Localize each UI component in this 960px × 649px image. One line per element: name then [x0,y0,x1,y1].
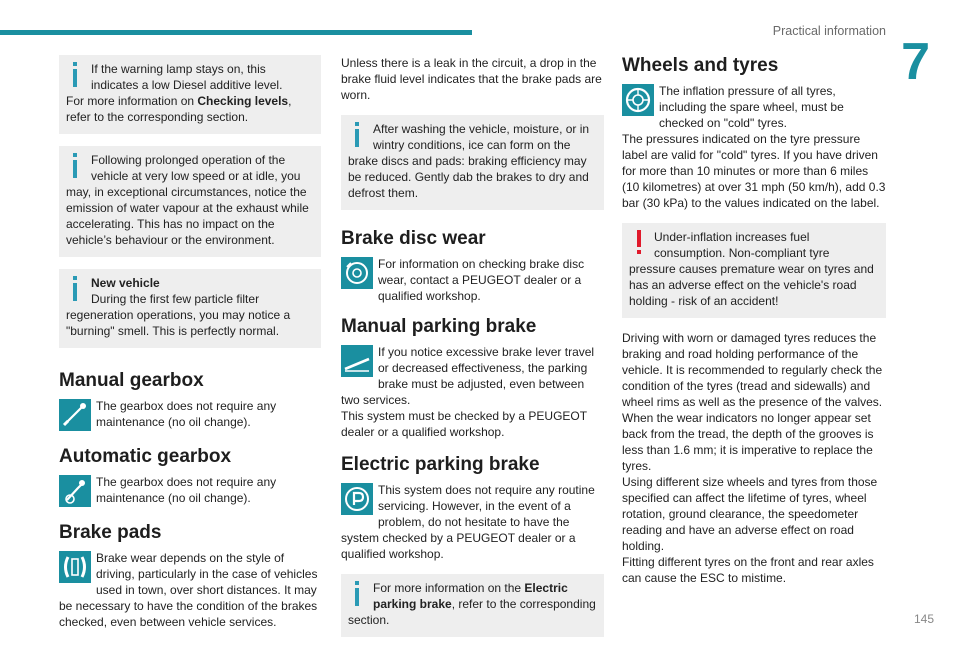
info-note [59,55,321,134]
section-text: If you notice excessive brake lever travel or decreased effectiveness, the parking brake must be adjusted, even between two services. [341,345,595,407]
paragraph: Driving with worn or damaged tyres reduces the braking and road holding performance of the vehicle. It is recommended to regularly check the condition of the tyres (tread and sidewalls) and wheel rims as well as the presence of the valves. [622,331,883,409]
warning-note [622,223,886,318]
note-text: Following prolonged operation of the vehicle at very low speed or at idle, you may, in exceptional circumstances, notice the emission of water vapour at the exhaust while accelerating. This has no impact on the vehicle’s behaviour or the environment. [66,153,309,247]
paragraph: Using different size wheels and tyres from those specified can affect the lifetime of tyres, wheel rotation, ground clearance, the speedometer reading and have an adverse effect on road holding. [622,475,878,553]
note-text: Under-inflation increases fuel consumption. Non-compliant tyre pressure causes premature wear on tyres and has an adverse effect on the vehicle's road holding - risk of an accident! [629,230,874,308]
electric-parking-brake-icon [341,483,373,515]
section-heading: Manual parking brake [341,316,537,337]
paragraph: Unless there is a leak in the circuit, a drop in the brake fluid level indicates that the brake pads are worn. [341,56,602,102]
info-icon [348,121,370,151]
section-electric-parking-brake [341,454,604,562]
section-manual-parking-brake [341,316,604,440]
info-icon [66,152,88,182]
info-icon [66,275,88,305]
paragraph: Fitting different tyres on the front and rear axles can cause the ESC to mistime. [622,555,874,585]
note-text: For more information on the Electric parking brake, refer to the corresponding section. [348,581,596,627]
note-text: For more information on Checking levels, refer to the corresponding section. [66,94,292,124]
section-text: The pressures indicated on the tyre pressure label are valid for "cold" tyres. If you have driven for more than 10 minutes or more than 6 miles (10 kilometres) at over 31 mph (50 km/h), add 0.3 bar (30 kPa) to the values indicated on the label. [622,132,886,210]
running-header: Practical information [772,24,886,38]
gearbox-icon [59,399,91,431]
note-title: New vehicle [91,276,160,290]
section-heading: Electric parking brake [341,454,540,475]
section-automatic-gearbox [59,446,321,506]
automatic-gearbox-icon [59,475,91,507]
page-number: 145 [913,612,934,626]
column-2 [341,55,604,649]
note-text: During the first few particle filter regeneration operations, you may notice a "burning" smell. This is perfectly normal. [66,292,291,338]
tyre-icon [622,84,654,116]
section-text: The inflation pressure of all tyres, including the spare wheel, must be checked on "cold" tyres. [659,84,844,130]
info-note [59,269,321,348]
note-text: If the warning lamp stays on, this indicates a low Diesel additive level. [91,62,283,92]
info-note [341,115,604,210]
section-text: This system must be checked by a PEUGEOT dealer or a qualified workshop. [341,409,587,439]
section-heading: Manual gearbox [59,370,204,391]
brake-disc-icon [341,257,373,289]
section-text: Brake wear depends on the style of driving, particularly in the case of vehicles used in town, over short distances. It may be necessary to have the condition of the brakes checked, even between vehicle services. [59,551,318,629]
parking-lever-icon [341,345,373,377]
column-1 [59,55,321,642]
chapter-number: 7 [901,33,930,91]
section-manual-gearbox [59,370,321,430]
section-heading: Brake disc wear [341,228,486,249]
section-heading: Wheels and tyres [622,55,779,76]
info-icon [348,580,370,610]
paragraph: When the wear indicators no longer appear set back from the tread, the depth of the grooves is less than 1.6 mm; it is imperative to replace the tyres. [622,411,874,473]
section-text: The gearbox does not require any maintenance (no oil change). [96,399,277,429]
header-accent-bar [0,30,472,35]
section-brake-disc-wear [341,228,604,304]
column-3 [622,55,886,586]
warning-icon [629,229,651,259]
brake-pads-icon [59,551,91,583]
section-brake-pads [59,522,321,630]
section-heading: Brake pads [59,522,162,543]
section-text: For information on checking brake disc wear, contact a PEUGEOT dealer or a qualified workshop. [378,257,585,303]
section-text: This system does not require any routine servicing. However, in the event of a problem, do not hesitate to have the system checked by a PEUGEOT dealer or a qualified workshop. [341,483,595,561]
info-note [59,146,321,257]
info-note [341,574,604,637]
info-icon [66,61,88,91]
section-text: The gearbox does not require any maintenance (no oil change). [96,475,277,505]
note-text: After washing the vehicle, moisture, or in wintry conditions, ice can form on the brake discs and pads: braking efficiency may be reduced. Gently dab the brakes to dry and defrost them. [348,122,590,200]
section-wheels-and-tyres [622,55,886,211]
section-heading: Automatic gearbox [59,446,232,467]
